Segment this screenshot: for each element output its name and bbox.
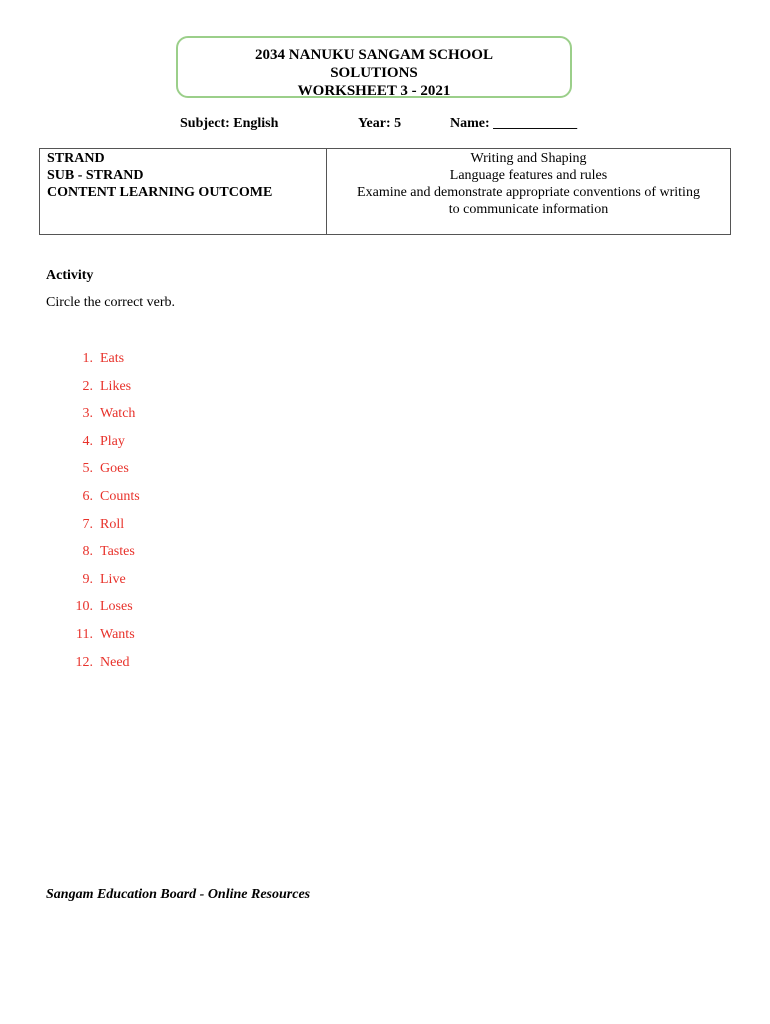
item-number: 9. [82,571,93,587]
footer-credit: Sangam Education Board - Online Resources [46,887,311,902]
answer-word: Need [100,654,130,670]
answer-word: Play [100,433,125,449]
sub-strand-label: SUB - STRAND [47,168,144,183]
strand-value: Writing and Shaping [470,151,587,166]
outcome-values-cell [327,149,731,235]
answer-word: Goes [100,461,129,477]
list-item [46,433,140,461]
list-item [46,405,140,433]
list-item [46,571,140,599]
answer-word: Tastes [100,544,135,560]
item-number: 3. [82,406,93,422]
item-number: 6. [82,488,93,504]
name-field-label: Name: ____________ [450,116,578,131]
item-number: 1. [82,351,93,366]
item-number: 12. [75,654,93,670]
item-number: 2. [82,378,93,394]
year-label: Year: 5 [358,116,402,131]
activity-heading: Activity [46,268,94,283]
answer-word: Roll [100,516,125,532]
outcome-labels-cell [40,149,327,235]
activity-instruction: Circle the correct verb. [46,295,176,310]
answer-word: Watch [100,406,136,422]
clo-value-line1: Examine and demonstrate appropriate conventions of writing [357,185,700,200]
list-item [46,598,140,626]
item-number: 4. [82,433,93,449]
list-item [46,350,140,378]
item-number: 10. [75,599,93,615]
list-item [46,516,140,544]
school-name: 2034 NANUKU SANGAM SCHOOL [255,47,493,63]
answer-word: Counts [100,488,140,504]
clo-label: CONTENT LEARNING OUTCOME [47,185,273,200]
learning-outcome-table [39,148,731,235]
answer-word: Likes [100,378,132,394]
answer-list [46,350,140,681]
worksheet-title-box [176,36,572,98]
list-item [46,543,140,571]
item-number: 8. [82,544,93,560]
subject-label: Subject: English [180,116,279,131]
clo-value-line2: to communicate information [448,202,609,217]
solutions-label: SOLUTIONS [330,65,418,81]
answer-word: Eats [100,351,125,366]
item-number: 5. [82,461,93,477]
sub-strand-value: Language features and rules [449,168,608,183]
list-item [46,378,140,406]
list-item [46,626,140,654]
answer-word: Loses [100,599,133,615]
strand-row [40,149,731,235]
item-number: 11. [76,626,93,642]
strand-label: STRAND [47,151,105,166]
answer-word: Wants [100,626,135,642]
item-number: 7. [82,516,93,532]
list-item [46,488,140,516]
list-item [46,460,140,488]
worksheet-label: WORKSHEET 3 - 2021 [297,83,451,99]
list-item [46,654,140,682]
answer-word: Live [100,571,126,587]
